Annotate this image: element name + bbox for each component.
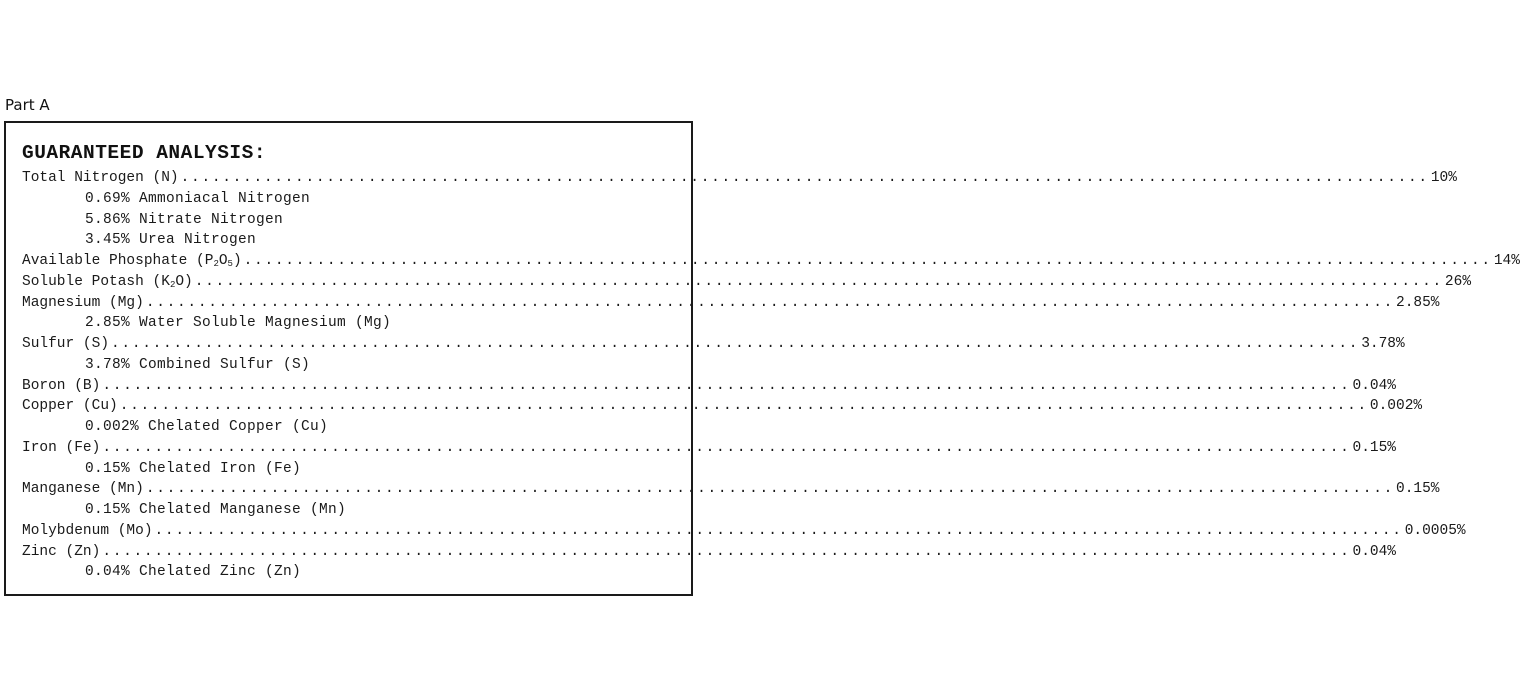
nutrient-name: Iron (Fe) xyxy=(22,439,101,456)
analysis-row xyxy=(22,396,1423,417)
dot-leader: ........................................................................................................................ xyxy=(154,522,1403,539)
nutrient-value: 0.002% xyxy=(1369,398,1423,415)
nutrient-name: Sulfur (S) xyxy=(22,336,110,352)
nutrient-name: Molybdenum (Mo) xyxy=(22,522,153,539)
nutrient-value: 2.85% xyxy=(1396,294,1440,311)
dot-leader: ........................................................................................................................ xyxy=(119,398,1368,415)
analysis-row xyxy=(22,438,1397,459)
nutrient-name: Manganese (Mn) xyxy=(22,481,144,498)
guaranteed-analysis-box xyxy=(4,121,1520,596)
nutrient-value: 26% xyxy=(1444,273,1472,290)
nutrient-name: Magnesium (Mg) xyxy=(22,294,144,311)
nutrient-name: Zinc (Zn) xyxy=(22,543,101,560)
nutrient-name: Soluble Potash $(K_2O)$ xyxy=(22,273,193,290)
analysis-row xyxy=(22,376,1397,397)
analysis-row xyxy=(22,251,1520,272)
analysis-subrow: 5.86% Nitrate Nitrogen xyxy=(85,211,284,228)
nutrient-name: Total Nitrogen (N) xyxy=(22,170,179,186)
dot-leader: ........................................................................................................................ xyxy=(243,253,1492,269)
dot-leader: ........................................................................................................................ xyxy=(180,170,1429,186)
analysis-subrow: 0.04% Chelated Zinc (Zn) xyxy=(85,564,302,581)
analysis-row xyxy=(22,293,1440,314)
dot-leader: ........................................................................................................................ xyxy=(145,294,1394,311)
nutrient-name: Available Phosphate $(P_2O_5)$ xyxy=(22,253,242,269)
dot-leader: ........................................................................................................................ xyxy=(145,481,1394,498)
nutrient-value: 14% xyxy=(1493,253,1520,269)
analysis-subrow: 0.15% Chelated Manganese (Mn) xyxy=(85,502,347,518)
nutrient-value: 3.78% xyxy=(1361,336,1405,352)
heading: GUARANTEED ANALYSIS: xyxy=(22,142,267,164)
analysis-subrow: 2.85% Water Soluble Magnesium (Mg) xyxy=(85,315,392,332)
analysis-subrow: 0.69% Ammoniacal Nitrogen xyxy=(85,190,311,207)
nutrient-value: 0.04% xyxy=(1352,377,1397,394)
nutrient-value: 10% xyxy=(1430,170,1457,186)
dot-leader: ........................................................................................................................ xyxy=(102,377,1351,394)
dot-leader: ........................................................................................................................ xyxy=(102,439,1351,456)
analysis-subrow: 3.78% Combined Sulfur (S) xyxy=(85,356,311,373)
part-label: Part A xyxy=(5,96,50,114)
dot-leader: ........................................................................................................................ xyxy=(111,336,1360,352)
analysis-row xyxy=(22,542,1397,563)
analysis-subrow: 0.15% Chelated Iron (Fe) xyxy=(85,460,302,477)
analysis-row xyxy=(22,168,1457,189)
analysis-subrow: 0.002% Chelated Copper (Cu) xyxy=(85,419,329,435)
analysis-row xyxy=(22,521,1466,542)
analysis-row xyxy=(22,334,1405,355)
nutrient-name: Boron (B) xyxy=(22,377,101,394)
analysis-list xyxy=(22,168,1520,583)
dot-leader: ........................................................................................................................ xyxy=(102,543,1351,560)
analysis-row xyxy=(22,272,1472,293)
analysis-subrow: 3.45% Urea Nitrogen xyxy=(85,232,257,249)
analysis-row xyxy=(22,479,1440,500)
nutrient-value: 0.15% xyxy=(1352,439,1397,456)
nutrient-value: 0.0005% xyxy=(1404,522,1466,539)
nutrient-name: Copper (Cu) xyxy=(22,398,118,415)
dot-leader: ........................................................................................................................ xyxy=(194,273,1443,290)
nutrient-value: 0.04% xyxy=(1352,543,1397,560)
nutrient-value: 0.15% xyxy=(1396,481,1440,498)
